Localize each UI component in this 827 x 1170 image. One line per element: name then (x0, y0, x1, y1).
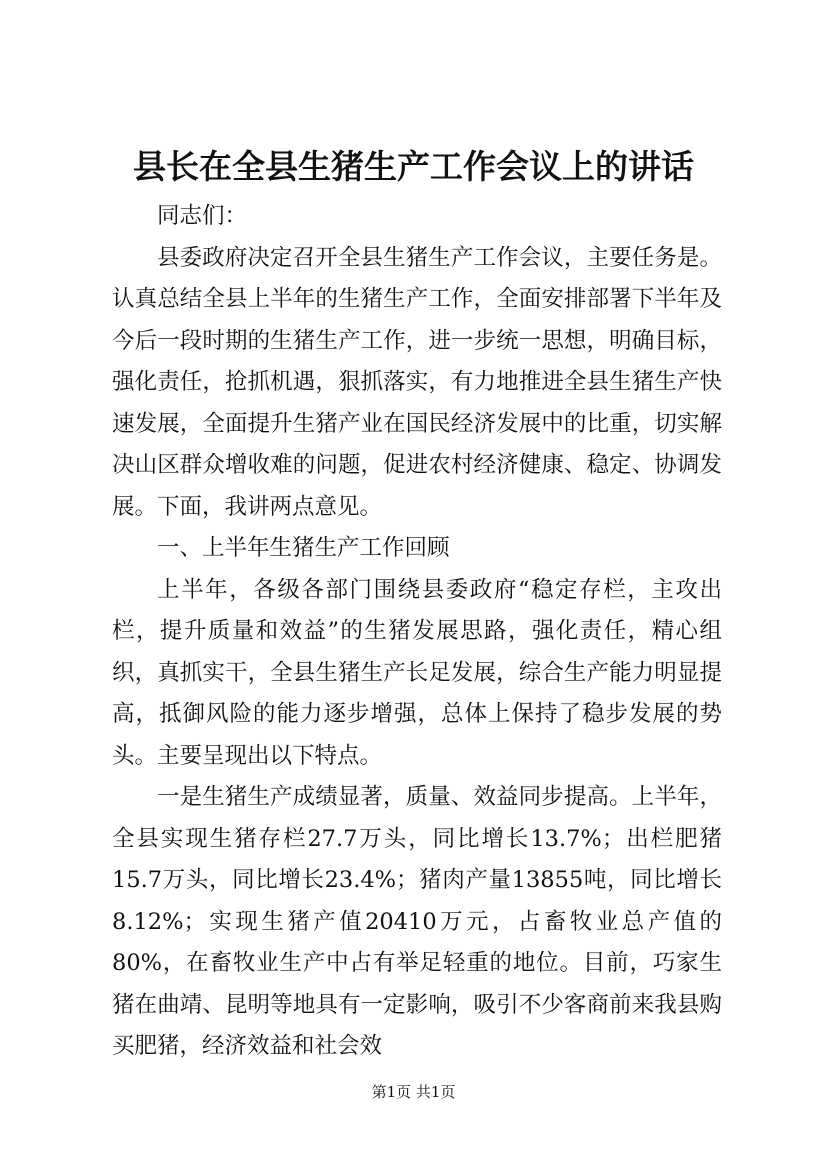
intro-paragraph: 县委政府决定召开全县生猪生产工作会议，主要任务是。认真总结全县上半年的生猪生产工作，全面安排部署下半年及今后一段时期的生猪生产工作，进一步统一思想，明确目标，强化责任，抢抓机遇，狠抓落实，有力地推进全县生猪生产快速发展，全面提升生猪产业在国民经济发展中的比重，切实解决山区群众增收难的问题，促进农村经济健康、稳定、协调发展。下面，我讲两点意见。 (112, 244, 722, 520)
document-title: 县长在全县生猪生产工作会议上的讲话 (133, 147, 694, 186)
salutation-paragraph: 同志们： (157, 203, 248, 229)
achievement-paragraph: 一是生猪生产成绩显著，质量、效益同步提高。上半年，全县实现生猪存栏27.7万头，同比增长13.7%；出栏肥猪15.7万头，同比增长23.4%；猪肉产量13855吨，同比增长8.12%；实现生猪产值20410万元，占畜牧业总产值的80%，在畜牧业生产中占有举足轻重的地位。目前，巧家生猪在曲靖、昆明等地具有一定影响，吸引不少客商前来我县购买肥猪，经济效益和社会效 (112, 784, 722, 1059)
page-footer: 第1页 共1页 (371, 1083, 456, 1101)
review-paragraph: 上半年，各级各部门围绕县委政府“稳定存栏，主攻出栏，提升质量和效益”的生猪发展思路，强化责任，精心组织，真抓实干，全县生猪生产长足发展，综合生产能力明显提高，抵御风险的能力逐步增强，总体上保持了稳步发展的势头。主要呈现出以下特点。 (112, 576, 722, 769)
document-body (112, 196, 722, 1068)
section-heading: 一、上半年生猪生产工作回顾 (157, 535, 450, 561)
